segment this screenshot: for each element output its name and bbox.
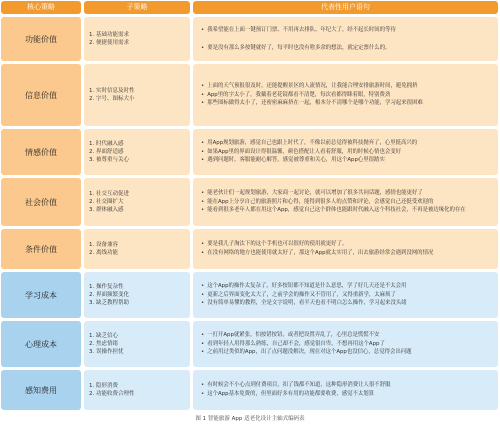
sub-strategy-cell [84,129,190,175]
category-cell: 学习成本 [1,272,81,318]
quotes-cell [193,129,498,175]
quote-item: • 这个App基本免费的，但里面好多有用的功能都要收费，感觉不太划算 [201,390,498,399]
sub-strategy-cell [84,17,190,61]
sub-item: 2. 功能收费合理性 [89,391,135,397]
quote-item: • 那些图标做得太小了，还密密麻麻挤在一起，根本分不清哪个是哪个功能，学习起来很困难 [201,99,498,108]
quote-item: • 更新之后界面变化太大了，之前学会的操作又不管用了，又得重新学，太麻烦了 [201,291,498,300]
table-row [1,64,499,126]
quotes-cell [193,17,498,61]
sub-strategy-cell [84,272,190,318]
table-row [1,178,499,226]
quote-item: • 要是我儿子淘汰下的这个手机也可以很好的使用就更好了。 [201,240,498,249]
quote-item: • 这个App的操作太复杂了，好多按钮都不知道是什么意思，学了好几天还是不太会用 [201,282,498,291]
quote-item: • 之前用过类似的App，出了点问题没解决，现在对这个App也没信心，总觉得会出问题 [201,348,498,357]
quote-item: • 在没有网络的地方也能使用就太好了，那这个App就太实用了，出去旅游经常会遇到没网的情况 [201,249,498,258]
category-cell: 社会价值 [1,178,81,226]
quote-item: • App里的字太小了，我戴着老花镜都看不清楚，每次看都得眯着眼，特别费劲 [201,91,498,100]
sub-item: 3. 误操作担忧 [89,349,124,356]
quotes-cell [193,229,498,269]
quotes-cell [193,272,498,318]
sub-strategy-cell [84,229,190,269]
sub-item: 3. 群体融入感 [89,207,124,214]
category-cell: 感知费用 [1,370,81,410]
quotes-cell [193,64,498,126]
sub-item: 2. 离线功能 [89,250,118,256]
table-row [1,17,499,61]
quote-item: • 遇到问题时，客服能耐心解答，感觉被尊重和关心，用这个App心里很踏实 [201,156,498,165]
header-core-strategy: 核心策略 [1,1,81,14]
table-row [1,229,499,269]
quote-item: • 用App规划旅游，感觉自己也跟上时代了，不像以前总觉得被科技抛弃了，心里挺高兴的 [201,139,498,148]
quotes-cell [193,178,498,226]
sub-item: 3. 缺乏教程帮助 [89,300,129,307]
category-cell: 条件价值 [1,229,81,269]
quote-item: • 上面的天气预报很及时，还能提醒景区的人流情况，让我能合理安排旅游时间，避免拥挤 [201,82,498,91]
sub-item: 1. 实时信息及时性 [89,87,135,94]
sub-item: 1. 社交互动促进 [89,190,129,197]
table-row [1,370,499,410]
table-row [1,321,499,367]
category-cell: 功能价值 [1,17,81,61]
quotes-cell [193,370,498,410]
quotes-cell [193,321,498,367]
sub-item: 3. 被尊重与关心 [89,157,129,164]
header-user-quotes: 代表性用户语句 [193,1,498,14]
sub-strategy-cell [84,178,190,226]
table-row [1,129,499,175]
sub-item: 1. 时代融入感 [89,140,124,147]
sub-strategy-cell [84,370,190,410]
sub-item: 1. 设备兼容 [89,241,118,248]
quote-item: • 我希望能在上面一键预订门票、不用再去排队、年纪大了，经不起长时间的等待 [201,26,498,35]
quote-item: • 看到年轻人用得那么熟练，自己却不会，感觉很自卑，不想再用这个App了 [201,340,498,349]
quote-item: • 没有简单易懂的教程，全是文字说明，看半天也看不明白怎么操作，学习起来没头绪 [201,299,498,308]
sub-item: 2. 界面频繁变化 [89,291,129,298]
sub-item: 1. 操作复杂性 [89,283,124,290]
sub-item: 2. 字号、图标大小 [89,96,135,102]
sub-item: 2. 便捷使用需求 [89,40,129,46]
sub-item: 2. 焦虑情绪 [89,340,118,347]
quote-item: • 能老伙计们一起规划旅游，大家商一起讨论，就可以增加了很多共同话题，感情也能更好了 [201,189,498,198]
sub-item: 1. 基础功能需求 [89,31,129,38]
category-cell: 信息价值 [1,64,81,126]
quote-item: • 要是没有那么多按键就好了，每平时也没有啥多余的想法，就定定票什么的。 [201,44,498,53]
table-row [1,272,499,318]
quote-item: • 能看到很多老年人都在用这个App，感觉自己这个群体也能跟时代融入这个科技社会，不再是被边缘化的存在 [201,206,498,215]
category-cell: 心理成本 [1,321,81,367]
quote-item: • 有时候会不小心点到付费项目，扣了钱都不知道，这种隐形消费让人很不舒服 [201,381,498,390]
category-cell: 情感价值 [1,129,81,175]
sub-item: 2. 界面舒适感 [89,148,124,155]
sub-item: 1. 缺乏信心 [89,332,118,339]
quote-item: • 如果App里的界面设计得很温馨，颜色搭配让人看着舒服，用的时候心情也会变好 [201,148,498,157]
sub-strategy-cell [84,321,190,367]
quote-item: • 一打开App就紧张，怕按错按钮，或者把设置弄乱了，心里总是慌慌不安 [201,331,498,340]
sub-item: 2. 社交圈扩大 [89,198,124,205]
quote-item: • 能在App上分享自己的旅游照片和心得，能得到很多人的点赞和评论，会感觉自己还挺受欢迎的 [201,198,498,207]
sub-strategy-cell [84,64,190,126]
figure-caption: 图 1 智能旅游 App 适老化设计主轴式编码表 [195,416,305,422]
header-sub-strategy: 子策略 [84,1,190,14]
sub-item: 1. 隐形消费 [89,382,118,389]
